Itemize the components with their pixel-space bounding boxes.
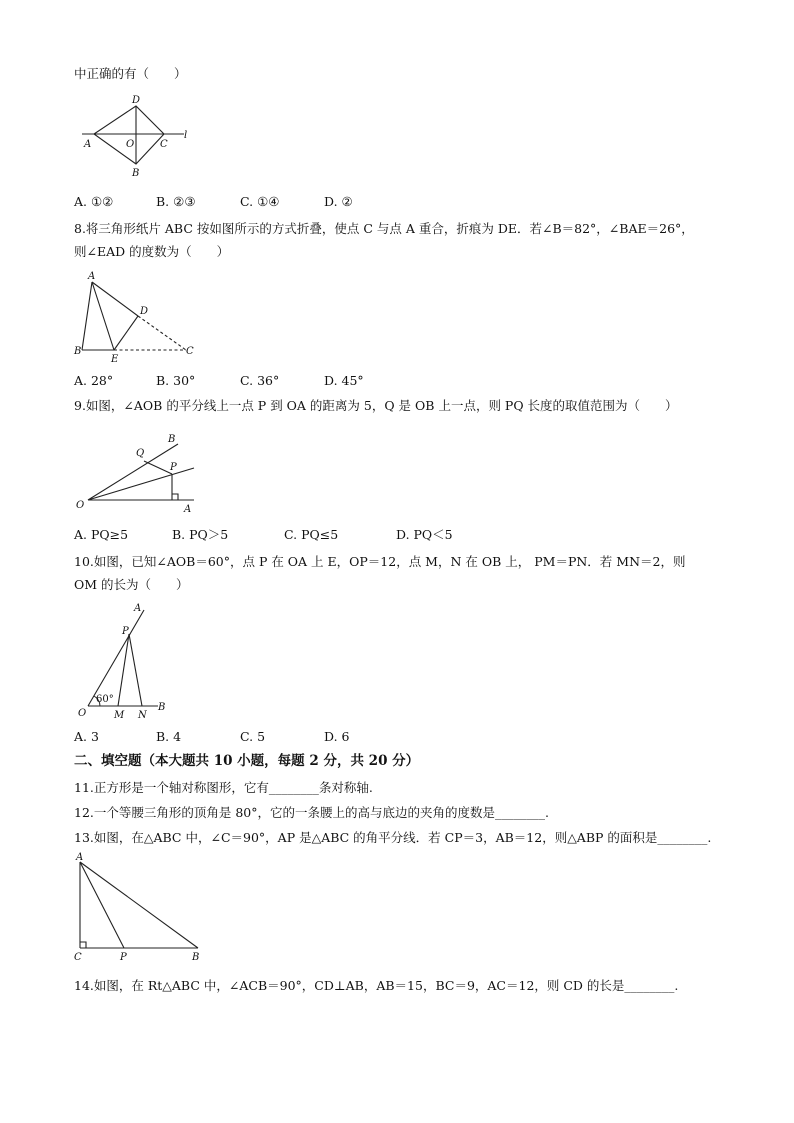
q8-options xyxy=(74,373,364,389)
q9-label-b: B xyxy=(168,434,176,445)
q7-label-l: l xyxy=(184,130,188,141)
q8-label-b: B xyxy=(74,346,82,357)
q7-label-c: C xyxy=(160,139,168,150)
q9-stem-line1: 9.如图，∠AOB 的平分线上一点 P 到 OA 的距离为 5，Q 是 OB 上一点，则 PQ 长度的取值范围为（ ） xyxy=(74,398,678,413)
q9-label-a: A xyxy=(184,504,192,515)
q13-label-b: B xyxy=(192,952,200,963)
q10-option-d[interactable]: D. 6 xyxy=(324,729,350,744)
q7-figure xyxy=(74,92,194,182)
q10-label-m: M xyxy=(114,710,125,721)
q7-option-b[interactable]: B. ②③ xyxy=(156,194,196,209)
q11-text: 11.正方形是一个轴对称图形，它有________条对称轴. xyxy=(74,780,373,795)
q12-text: 12.一个等腰三角形的顶角是 80°，它的一条腰上的高与底边的夹角的度数是________. xyxy=(74,805,549,820)
q10-label-angle: 60° xyxy=(96,694,114,705)
q10-option-b[interactable]: B. 4 xyxy=(156,729,182,744)
q13-text: 13.如图，在△ABC 中，∠C＝90°，AP 是△ABC 的角平分线．若 CP＝3，AB＝12，则△ABP 的面积是________. xyxy=(74,830,712,845)
q10-figure xyxy=(74,600,194,725)
q9-option-b[interactable]: B. PQ＞5 xyxy=(172,527,229,542)
q8-option-a[interactable]: A. 28° xyxy=(74,373,114,388)
q7-stem-tail: 中正确的有（ ） xyxy=(74,66,187,81)
q13-label-p: P xyxy=(120,952,127,963)
q10-stem-line1: 10.如图，已知∠AOB＝60°，点 P 在 OA 上 E，OP＝12，点 M，N 在 OB 上， PM＝PN．若 MN＝2，则 xyxy=(74,554,686,569)
q8-option-d[interactable]: D. 45° xyxy=(324,373,364,388)
q10-stem-line2: OM 的长为（ ） xyxy=(74,577,189,592)
q7-option-d[interactable]: D. ② xyxy=(324,194,353,209)
q7-option-c[interactable]: C. ①④ xyxy=(240,194,280,209)
q10-option-a[interactable]: A. 3 xyxy=(74,729,99,744)
q7-options xyxy=(74,194,353,210)
q13-label-c: C xyxy=(74,952,82,963)
q8-option-c[interactable]: C. 36° xyxy=(240,373,280,388)
q14-text: 14.如图，在 Rt△ABC 中，∠ACB＝90°，CD⊥AB，AB＝15，BC＝9，AC＝12，则 CD 的长是________. xyxy=(74,978,679,993)
section-heading-fill-in: 二、填空题（本大题共 10 小题，每题 2 分，共 20 分） xyxy=(74,753,420,769)
q10-label-n: N xyxy=(138,710,147,721)
q7-option-a[interactable]: A. ①② xyxy=(74,194,114,209)
q10-label-p: P xyxy=(122,626,129,637)
q9-options xyxy=(74,527,453,543)
q8-figure xyxy=(74,270,204,365)
q9-figure xyxy=(74,424,204,514)
q8-label-d: D xyxy=(140,306,149,317)
q9-label-p: P xyxy=(170,462,177,473)
q13-label-a: A xyxy=(76,852,84,863)
q13-figure xyxy=(74,852,214,967)
q7-label-b: B xyxy=(132,168,140,179)
q10-label-b: B xyxy=(158,702,166,713)
q10-options xyxy=(74,729,349,745)
q8-stem-line2: 则∠EAD 的度数为（ ） xyxy=(74,244,230,259)
q8-label-e: E xyxy=(111,354,119,365)
q9-label-q: Q xyxy=(136,448,145,459)
q7-label-d: D xyxy=(132,95,141,106)
q9-label-o: O xyxy=(76,500,85,511)
q9-option-c[interactable]: C. PQ≤5 xyxy=(284,527,339,542)
q9-option-d[interactable]: D. PQ＜5 xyxy=(396,527,453,542)
q7-label-a: A xyxy=(84,139,92,150)
q10-label-a: A xyxy=(134,603,142,614)
q10-option-c[interactable]: C. 5 xyxy=(240,729,266,744)
q8-option-b[interactable]: B. 30° xyxy=(156,373,196,388)
q8-stem-line1: 8.将三角形纸片 ABC 按如图所示的方式折叠，使点 C 与点 A 重合，折痕为 DE．若∠B＝82°，∠BAE＝26°， xyxy=(74,221,694,236)
q9-option-a[interactable]: A. PQ≥5 xyxy=(74,527,129,542)
q10-label-o: O xyxy=(78,708,87,719)
q8-label-a: A xyxy=(88,271,96,282)
q7-label-o: O xyxy=(126,139,135,150)
q8-label-c: C xyxy=(186,346,194,357)
